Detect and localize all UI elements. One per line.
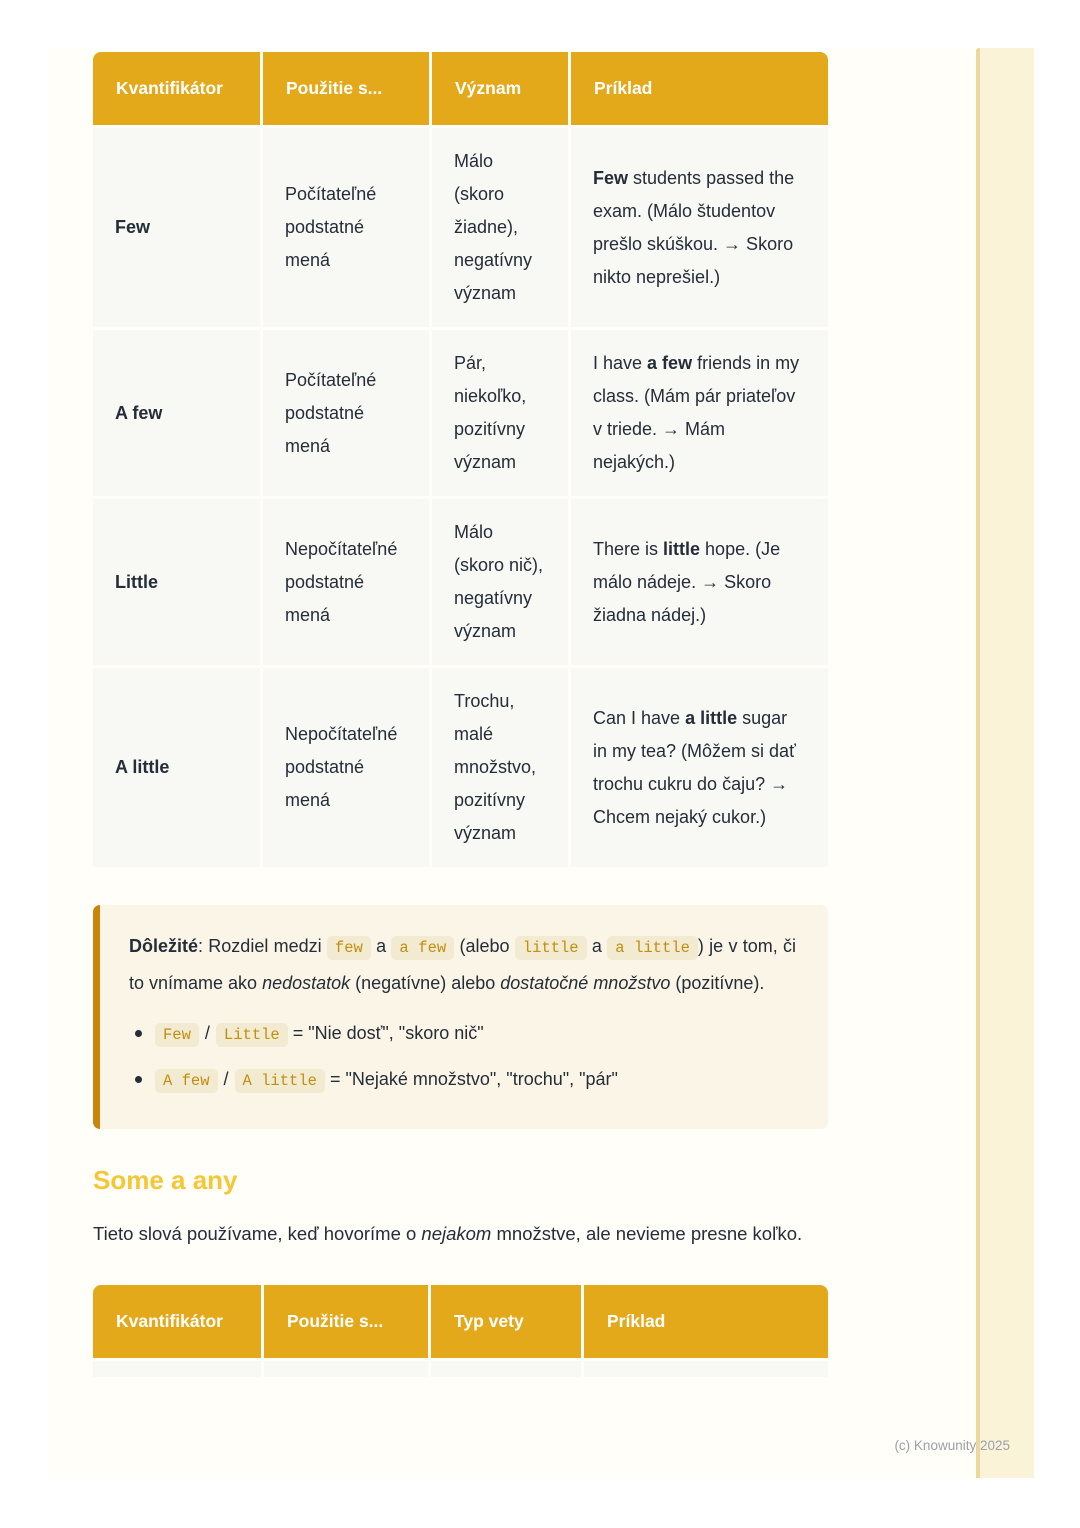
column-header-typ-vety: Typ vety bbox=[431, 1285, 581, 1358]
paragraph-text: množstve, ale nevieme presne koľko. bbox=[491, 1223, 803, 1244]
cell-example bbox=[571, 668, 828, 867]
table-row bbox=[93, 330, 828, 496]
cell-use: Nepočítateľné podstatné mená bbox=[263, 499, 429, 665]
cell-example bbox=[571, 128, 828, 327]
page-content bbox=[93, 52, 828, 1377]
example-bold: little bbox=[663, 538, 701, 559]
cell-use: Počítateľné podstatné mená bbox=[263, 330, 429, 496]
example-bold: a few bbox=[647, 353, 693, 373]
cell-use: Nepočítateľné podstatné mená bbox=[263, 668, 429, 867]
quantifiers-table-some-any bbox=[93, 1285, 828, 1377]
note-text: (pozitívne). bbox=[670, 973, 765, 993]
cell-term: Few bbox=[93, 128, 260, 327]
column-header-vyznam: Význam bbox=[432, 52, 568, 125]
cell-meaning: Málo (skoro nič), negatívny význam bbox=[432, 499, 568, 665]
important-note-callout bbox=[93, 905, 828, 1129]
bullet-text: = "Nie dosť", "skoro nič" bbox=[287, 1023, 484, 1043]
code-chip-a-few: A few bbox=[155, 1069, 218, 1093]
example-text: students passed the exam. (Málo študentov prešlo skúškou. → Skoro nikto neprešiel.) bbox=[593, 167, 795, 287]
copyright-watermark: (c) Knowunity 2025 bbox=[894, 1438, 1010, 1453]
paragraph-emphasis: nejakom bbox=[421, 1223, 492, 1244]
note-text: a bbox=[370, 936, 392, 956]
section-heading-some-a-any: Some a any bbox=[93, 1165, 238, 1195]
cell-empty bbox=[264, 1361, 428, 1377]
code-chip-a-few: a few bbox=[391, 936, 454, 960]
column-header-priklad: Príklad bbox=[584, 1285, 828, 1358]
note-bullet-item bbox=[129, 1057, 796, 1103]
quantifiers-table-few-little bbox=[93, 52, 828, 867]
note-emphasis: dostatočné množstvo bbox=[500, 973, 671, 993]
cell-empty bbox=[584, 1361, 828, 1377]
example-text: sugar in my tea? (Môžem si dať trochu cukru do čaju? → Chcem nejaký cukor.) bbox=[593, 707, 796, 827]
table-row bbox=[93, 668, 828, 867]
note-text: (alebo bbox=[454, 936, 515, 956]
note-label: Dôležité bbox=[129, 936, 199, 956]
cell-use: Počítateľné podstatné mená bbox=[263, 128, 429, 327]
column-header-priklad: Príklad bbox=[571, 52, 828, 125]
separator-slash: / bbox=[223, 1069, 229, 1089]
cell-term: Little bbox=[93, 499, 260, 665]
code-chip-little: Little bbox=[216, 1023, 288, 1047]
code-chip-few: Few bbox=[155, 1023, 199, 1047]
note-bullet-list bbox=[129, 1011, 796, 1103]
section-intro-paragraph bbox=[93, 1217, 828, 1251]
code-chip-few: few bbox=[327, 936, 371, 960]
cell-example bbox=[571, 499, 828, 665]
separator-slash: / bbox=[204, 1023, 210, 1043]
example-text: I have bbox=[593, 353, 648, 373]
document-page bbox=[48, 48, 1034, 1478]
cell-term: A little bbox=[93, 668, 260, 867]
cell-meaning: Málo (skoro žiadne), negatívny význam bbox=[432, 128, 568, 327]
code-chip-a-little: a little bbox=[607, 936, 698, 960]
bullet-text: = "Nejaké množstvo", "trochu", "pár" bbox=[324, 1069, 618, 1089]
paragraph-text: Tieto slová používame, keď hovoríme o bbox=[93, 1223, 422, 1244]
cell-empty bbox=[93, 1361, 261, 1377]
note-text: : Rozdiel medzi bbox=[198, 936, 327, 956]
column-header-pouzitie: Použitie s... bbox=[263, 52, 429, 125]
example-text: Can I have bbox=[593, 707, 686, 728]
table-row bbox=[93, 128, 828, 327]
table-header-row bbox=[93, 52, 828, 125]
note-text: (negatívne) alebo bbox=[350, 973, 501, 993]
column-header-kvantifikator: Kvantifikátor bbox=[93, 52, 260, 125]
page-side-band bbox=[976, 48, 1034, 1478]
cell-term: A few bbox=[93, 330, 260, 496]
code-chip-little: little bbox=[515, 936, 587, 960]
cell-meaning: Pár, niekoľko, pozitívny význam bbox=[432, 330, 568, 496]
cell-example bbox=[571, 330, 828, 496]
table-row bbox=[93, 499, 828, 665]
column-header-pouzitie: Použitie s... bbox=[264, 1285, 428, 1358]
note-bullet-item bbox=[129, 1011, 796, 1057]
table-row-clipped bbox=[93, 1361, 828, 1377]
example-bold: Few bbox=[593, 167, 629, 188]
table-header-row bbox=[93, 1285, 828, 1358]
note-emphasis: nedostatok bbox=[262, 973, 351, 993]
code-chip-a-little: A little bbox=[235, 1069, 325, 1093]
cell-meaning: Trochu, malé množstvo, pozitívny význam bbox=[432, 668, 568, 867]
cell-empty bbox=[431, 1361, 581, 1377]
note-text: a bbox=[586, 936, 608, 956]
note-text: ) je v tom, či to vnímame ako bbox=[129, 936, 797, 993]
example-bold: a little bbox=[685, 707, 738, 728]
example-text: friends in my class. (Mám pár priateľov v triede. → Mám nejakých.) bbox=[593, 353, 800, 472]
column-header-kvantifikator: Kvantifikátor bbox=[93, 1285, 261, 1358]
example-text: There is bbox=[593, 538, 664, 559]
example-text: hope. (Je málo nádeje. → Skoro žiadna nádej.) bbox=[593, 538, 781, 625]
note-paragraph bbox=[129, 929, 796, 1001]
